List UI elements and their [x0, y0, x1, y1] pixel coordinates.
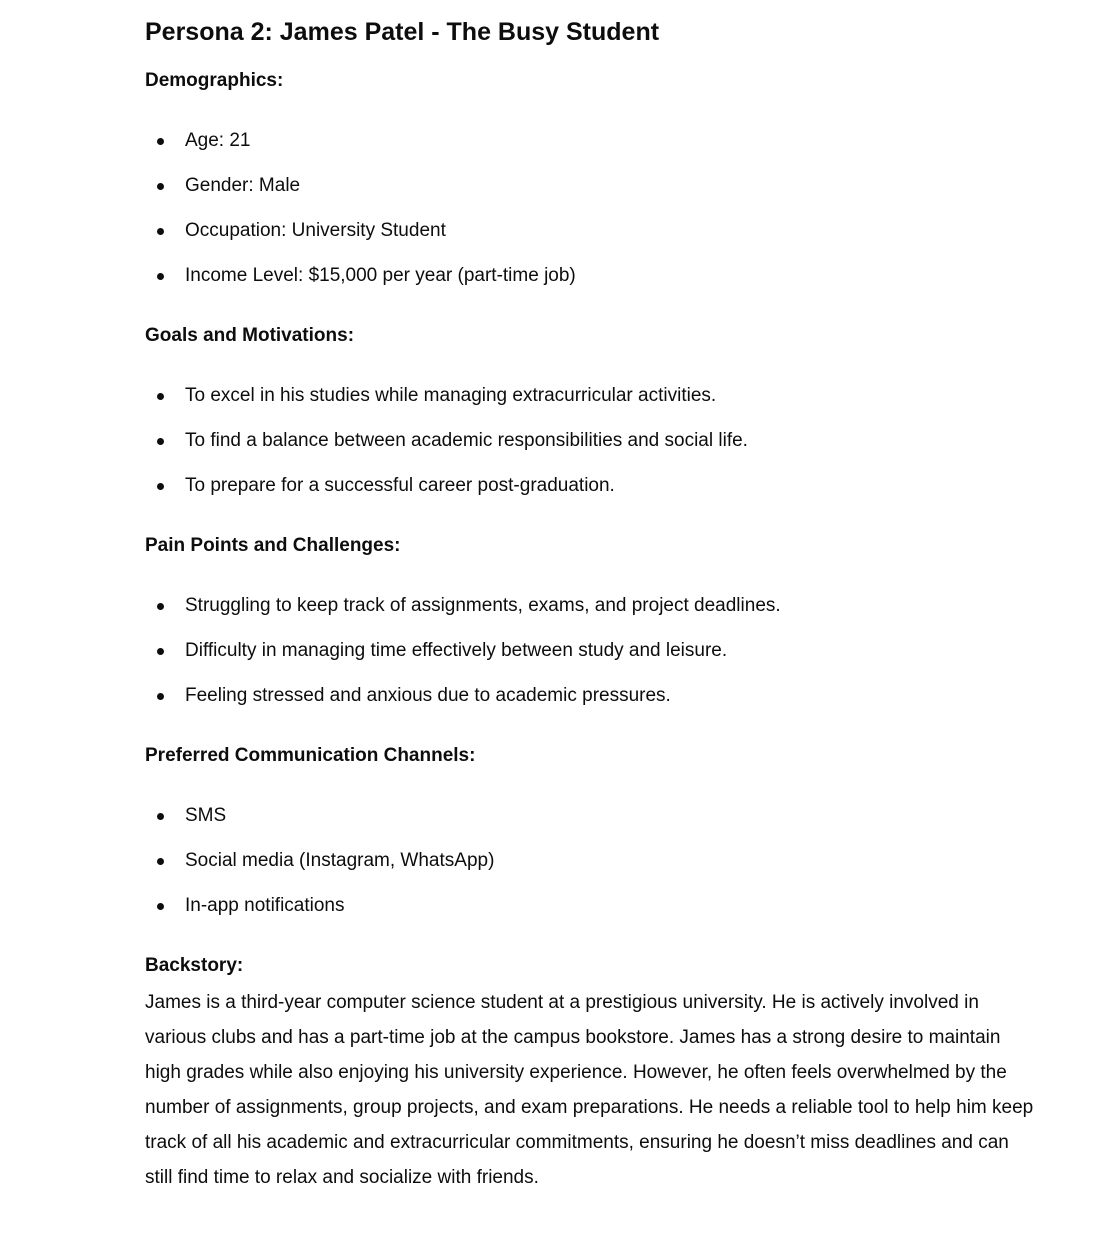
list-item	[145, 261, 576, 306]
list-item	[145, 846, 494, 891]
bullet-icon	[157, 693, 164, 700]
list-item	[145, 171, 576, 216]
pain-points-heading: Pain Points and Challenges:	[145, 535, 401, 556]
bullet-icon	[157, 393, 164, 400]
list-item-text: To excel in his studies while managing extracurricular activities.	[185, 385, 717, 406]
list-item-text: Income Level: $15,000 per year (part-time job)	[185, 265, 576, 286]
list-item-text: Gender: Male	[185, 175, 301, 196]
list-item	[145, 801, 494, 846]
bullet-icon	[157, 813, 164, 820]
list-item	[145, 891, 494, 936]
goals-heading: Goals and Motivations:	[145, 325, 355, 346]
list-item-text: To prepare for a successful career post-graduation.	[185, 475, 615, 496]
bullet-icon	[157, 438, 164, 445]
list-item	[145, 426, 748, 471]
pain-points-list	[145, 591, 781, 726]
list-item-text: Occupation: University Student	[185, 220, 446, 241]
list-item	[145, 591, 781, 636]
list-item	[145, 216, 576, 261]
list-item-text: Struggling to keep track of assignments, exams, and project deadlines.	[185, 595, 781, 616]
list-item-text: In-app notifications	[185, 895, 345, 916]
list-item-text: Social media (Instagram, WhatsApp)	[185, 850, 495, 871]
bullet-icon	[157, 603, 164, 610]
channels-heading: Preferred Communication Channels:	[145, 745, 476, 766]
list-item	[145, 471, 748, 516]
bullet-icon	[157, 273, 164, 280]
demographics-list	[145, 126, 576, 306]
list-item	[145, 381, 748, 426]
list-item-text: Age: 21	[185, 130, 251, 151]
goals-list	[145, 381, 748, 516]
backstory-heading: Backstory:	[145, 955, 244, 976]
list-item	[145, 636, 781, 681]
bullet-icon	[157, 228, 164, 235]
list-item	[145, 681, 781, 726]
list-item-text: To find a balance between academic responsibilities and social life.	[185, 430, 748, 451]
bullet-icon	[157, 138, 164, 145]
bullet-icon	[157, 183, 164, 190]
list-item-text: Difficulty in managing time effectively between study and leisure.	[185, 640, 728, 661]
bullet-icon	[157, 648, 164, 655]
bullet-icon	[157, 903, 164, 910]
channels-list	[145, 801, 494, 936]
bullet-icon	[157, 483, 164, 490]
backstory-paragraph: James is a third-year computer science student at a prestigious university. He is actively involved in various clubs and has a part-time job at the campus bookstore. James has a strong desire to maintain high grades while also enjoying his university experience. However, he often feels overwhelmed by the number of assignments, group projects, and exam preparations. He needs a reliable tool to help him keep track of all his academic and extracurricular commitments, ensuring he doesn’t miss deadlines and can still find time to relax and socialize with friends.	[145, 992, 1034, 1188]
page-title: Persona 2: James Patel - The Busy Student	[145, 18, 660, 46]
list-item-text: SMS	[185, 805, 227, 826]
bullet-icon	[157, 858, 164, 865]
list-item	[145, 126, 576, 171]
list-item-text: Feeling stressed and anxious due to academic pressures.	[185, 685, 671, 706]
demographics-heading: Demographics:	[145, 70, 284, 91]
